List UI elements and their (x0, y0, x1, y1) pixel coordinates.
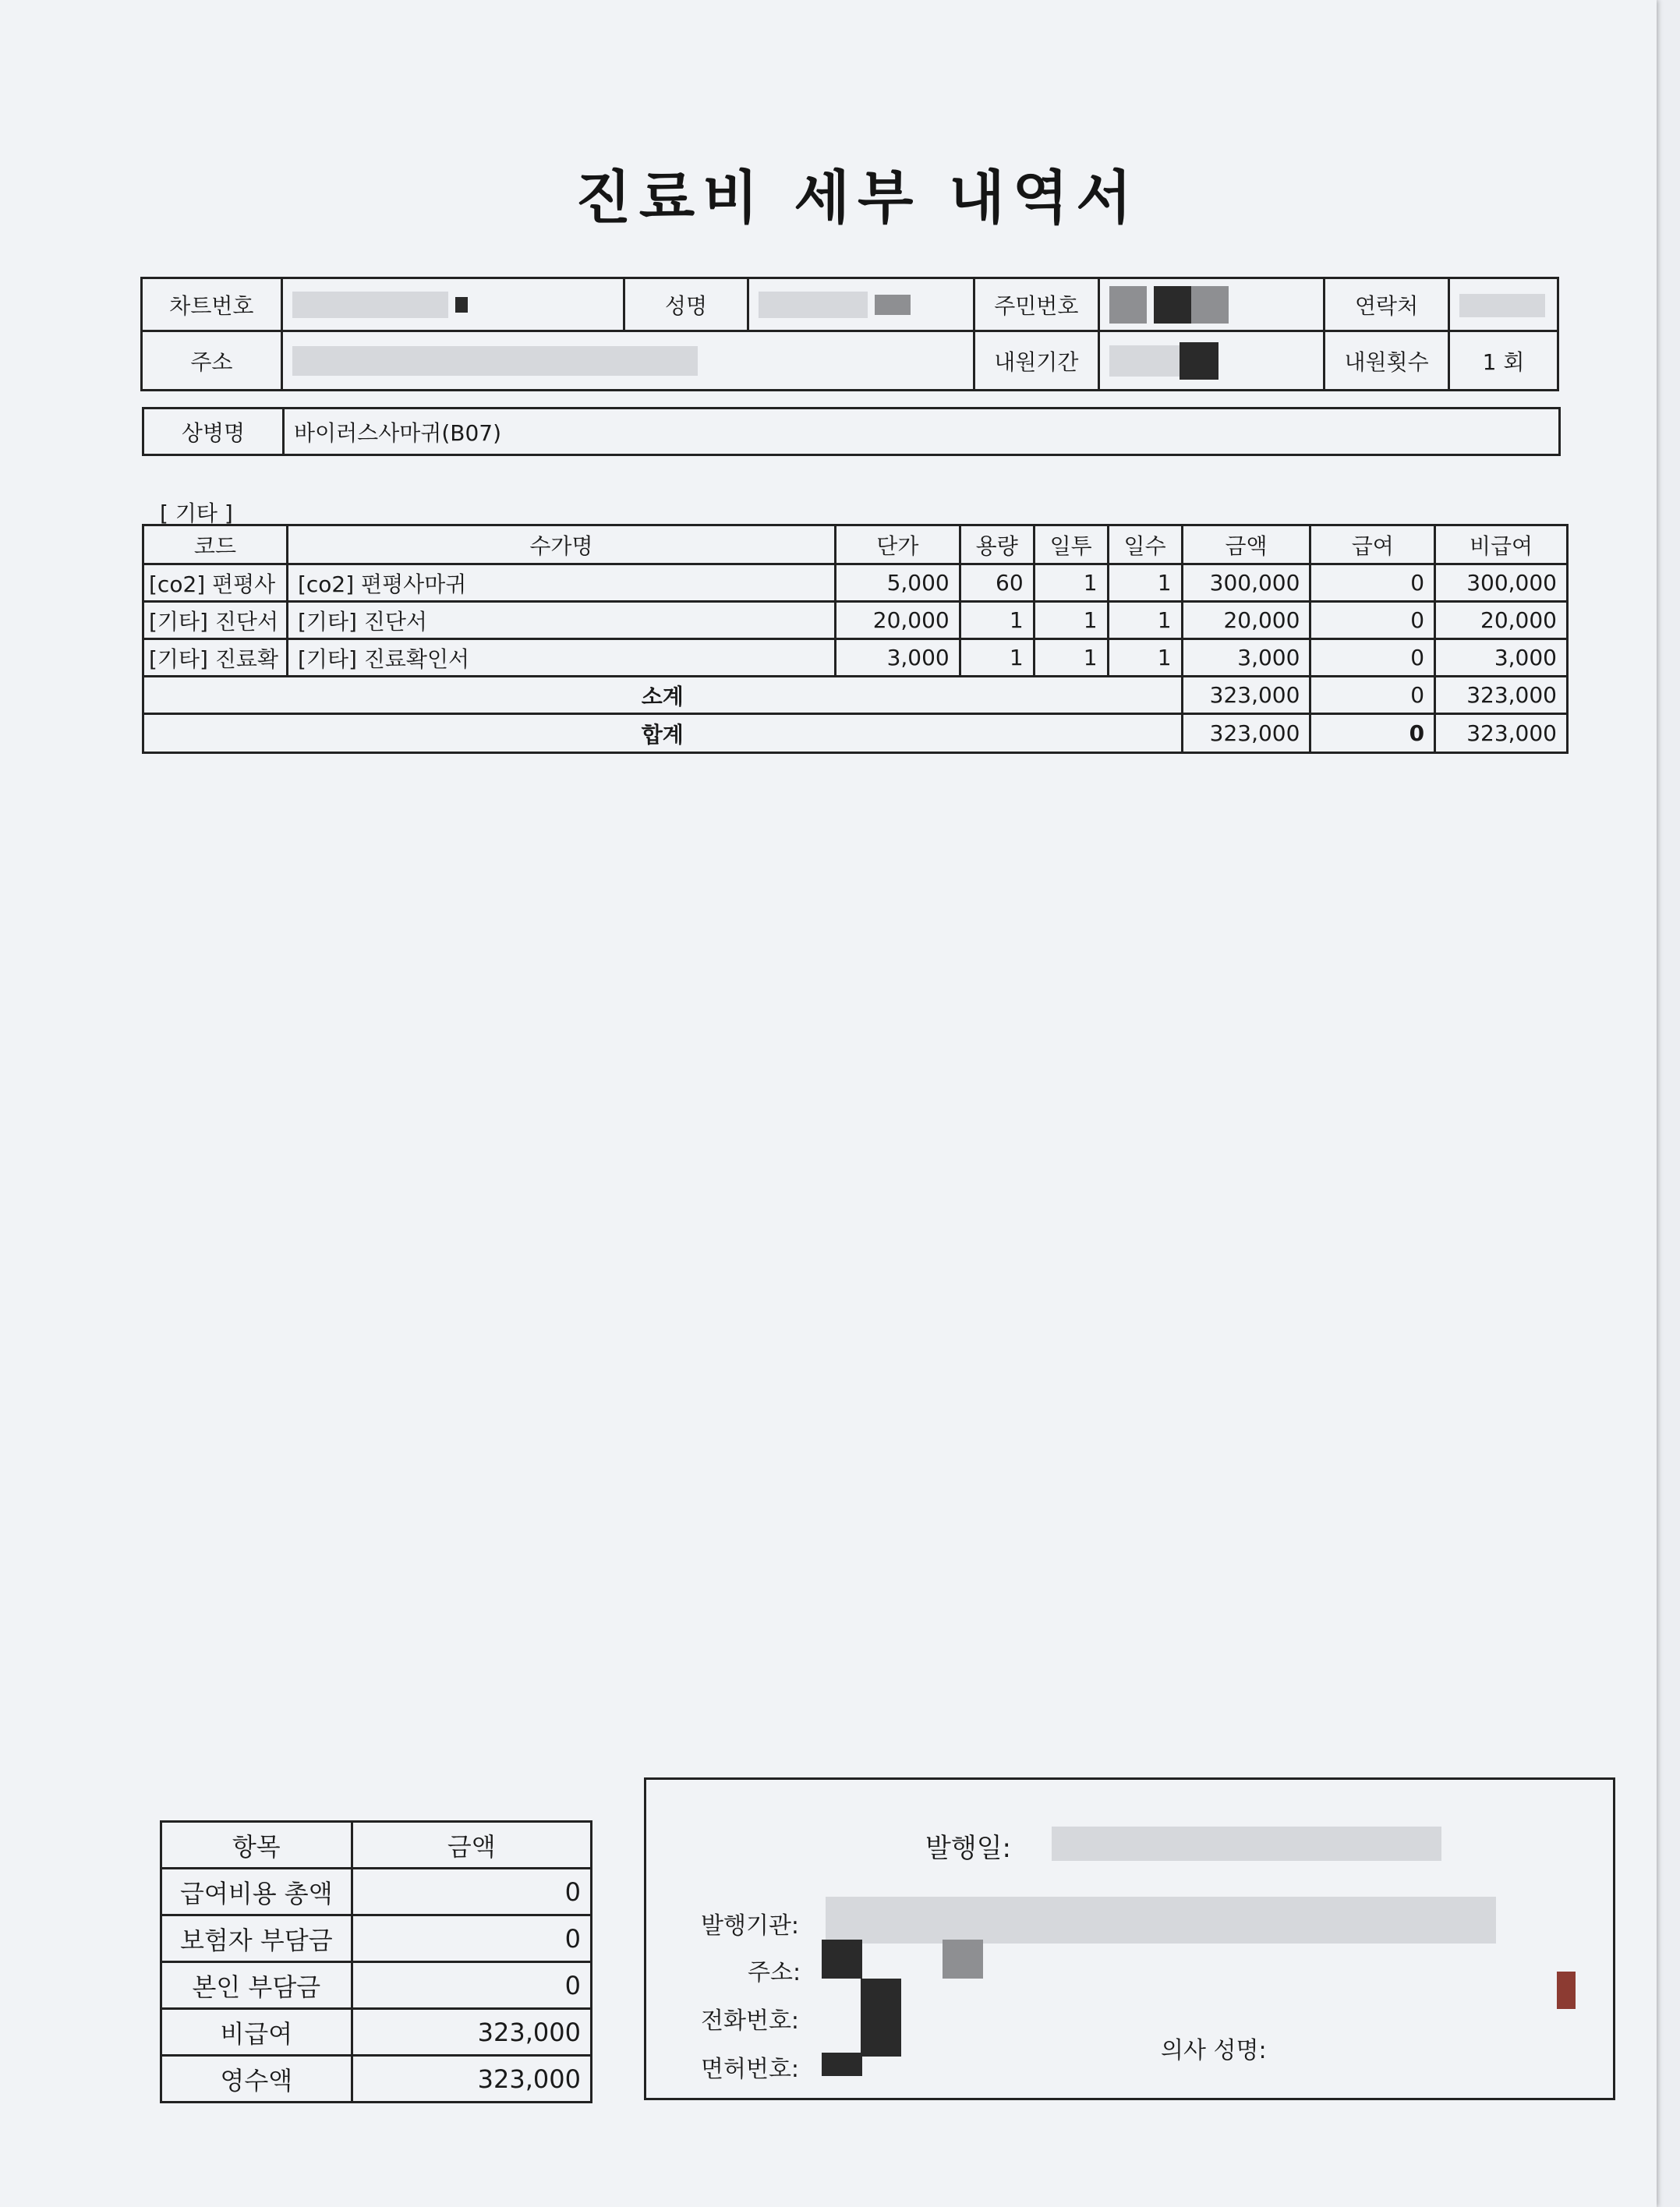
total-label: 합계 (143, 714, 1183, 753)
name-value (748, 278, 974, 331)
diagnosis-value: 바이러스사마귀(B07) (284, 409, 1560, 455)
items-header-row (143, 525, 1568, 564)
row-quantity: 1 (960, 639, 1034, 677)
table-row (161, 1915, 592, 1962)
summary-header-amount: 금액 (352, 1822, 591, 1869)
diagnosis-label: 상병명 (143, 409, 284, 455)
address-value (281, 331, 974, 391)
issue-date-label: 발행일: (925, 1833, 1011, 1864)
issuer-address-value (822, 1940, 862, 1979)
row-code: [기타] 진료확 (143, 639, 288, 677)
license-value (822, 2053, 862, 2076)
row-daily-dose: 1 (1034, 602, 1108, 639)
doctor-seal (1557, 1972, 1576, 2009)
issuer-address-value (943, 1940, 983, 1979)
summary-header-item: 항목 (161, 1822, 352, 1869)
subtotal-label: 소계 (143, 677, 1183, 714)
contact-label: 연락처 (1325, 278, 1449, 331)
row-uncovered: 3,000 (1435, 639, 1568, 677)
summary-item-label: 비급여 (161, 2009, 352, 2056)
row-uncovered: 20,000 (1435, 602, 1568, 639)
visit-period-label: 내원기간 (974, 331, 1098, 391)
resident-number-value (1098, 278, 1324, 331)
row-item-name: [기타] 진료확인서 (287, 639, 835, 677)
name-label: 성명 (624, 278, 748, 331)
table-row (143, 602, 1568, 639)
row-code: [기타] 진단서 (143, 602, 288, 639)
visit-count-label: 내원횟수 (1325, 331, 1449, 391)
row-days: 1 (1108, 639, 1182, 677)
row-item-name: [기타] 진단서 (287, 602, 835, 639)
header-unit-price: 단가 (835, 525, 960, 564)
row-daily-dose: 1 (1034, 564, 1108, 602)
row-amount: 20,000 (1182, 602, 1310, 639)
institution-value (826, 1897, 1496, 1944)
summary-item-value: 0 (352, 1962, 591, 2009)
summary-item-label: 보험자 부담금 (161, 1915, 352, 1962)
summary-item-value: 0 (352, 1869, 591, 1915)
row-daily-dose: 1 (1034, 639, 1108, 677)
institution-label: 발행기관: (701, 1912, 800, 1940)
patient-info-table (140, 277, 1559, 391)
row-amount: 3,000 (1182, 639, 1310, 677)
issue-date-value (1052, 1827, 1441, 1861)
subtotal-row (143, 677, 1568, 714)
row-unit-price: 5,000 (835, 564, 960, 602)
subtotal-amount: 323,000 (1182, 677, 1310, 714)
table-row (161, 1869, 592, 1915)
summary-item-value: 0 (352, 1915, 591, 1962)
row-quantity: 60 (960, 564, 1034, 602)
header-covered: 급여 (1310, 525, 1435, 564)
phone-value (861, 1979, 901, 2057)
row-unit-price: 20,000 (835, 602, 960, 639)
header-item-name: 수가명 (287, 525, 835, 564)
row-quantity: 1 (960, 602, 1034, 639)
total-covered: 0 (1310, 714, 1435, 753)
row-amount: 300,000 (1182, 564, 1310, 602)
table-row (161, 1962, 592, 2009)
visit-period-value (1098, 331, 1324, 391)
visit-count-value: 1 회 (1448, 331, 1558, 391)
row-days: 1 (1108, 564, 1182, 602)
row-covered: 0 (1310, 639, 1435, 677)
phone-label: 전화번호: (701, 2007, 800, 2035)
items-table (142, 524, 1569, 754)
subtotal-uncovered: 323,000 (1435, 677, 1568, 714)
summary-item-label: 영수액 (161, 2056, 352, 2103)
table-row (143, 564, 1568, 602)
row-unit-price: 3,000 (835, 639, 960, 677)
row-item-name: [co2] 편평사마귀 (287, 564, 835, 602)
summary-item-label: 본인 부담금 (161, 1962, 352, 2009)
header-amount: 금액 (1182, 525, 1310, 564)
row-code: [co2] 편평사 (143, 564, 288, 602)
contact-value (1448, 278, 1558, 331)
row-covered: 0 (1310, 564, 1435, 602)
summary-item-value: 323,000 (352, 2009, 591, 2056)
document-title: 진료비 세부 내역서 (575, 164, 1140, 232)
subtotal-covered: 0 (1310, 677, 1435, 714)
row-days: 1 (1108, 602, 1182, 639)
total-amount: 323,000 (1182, 714, 1310, 753)
table-row (161, 2009, 592, 2056)
summary-item-value: 323,000 (352, 2056, 591, 2103)
section-label: [ 기타 ] (160, 500, 233, 526)
row-covered: 0 (1310, 602, 1435, 639)
summary-item-label: 급여비용 총액 (161, 1869, 352, 1915)
issuer-address-label: 주소: (748, 1959, 801, 1986)
row-uncovered: 300,000 (1435, 564, 1568, 602)
header-daily-dose: 일투 (1034, 525, 1108, 564)
diagnosis-table (142, 407, 1561, 456)
table-row (161, 2056, 592, 2103)
header-code: 코드 (143, 525, 288, 564)
summary-table (160, 1820, 592, 2103)
total-row (143, 714, 1568, 753)
issuer-box (644, 1777, 1615, 2100)
resident-number-label: 주민번호 (974, 278, 1098, 331)
chart-number-label: 차트번호 (142, 278, 282, 331)
header-uncovered: 비급여 (1435, 525, 1568, 564)
total-uncovered: 323,000 (1435, 714, 1568, 753)
address-label: 주소 (142, 331, 282, 391)
chart-number-value (281, 278, 624, 331)
header-quantity: 용량 (960, 525, 1034, 564)
license-label: 면허번호: (701, 2056, 800, 2083)
header-days: 일수 (1108, 525, 1182, 564)
doctor-name-label: 의사 성명: (1161, 2037, 1267, 2064)
table-row (143, 639, 1568, 677)
